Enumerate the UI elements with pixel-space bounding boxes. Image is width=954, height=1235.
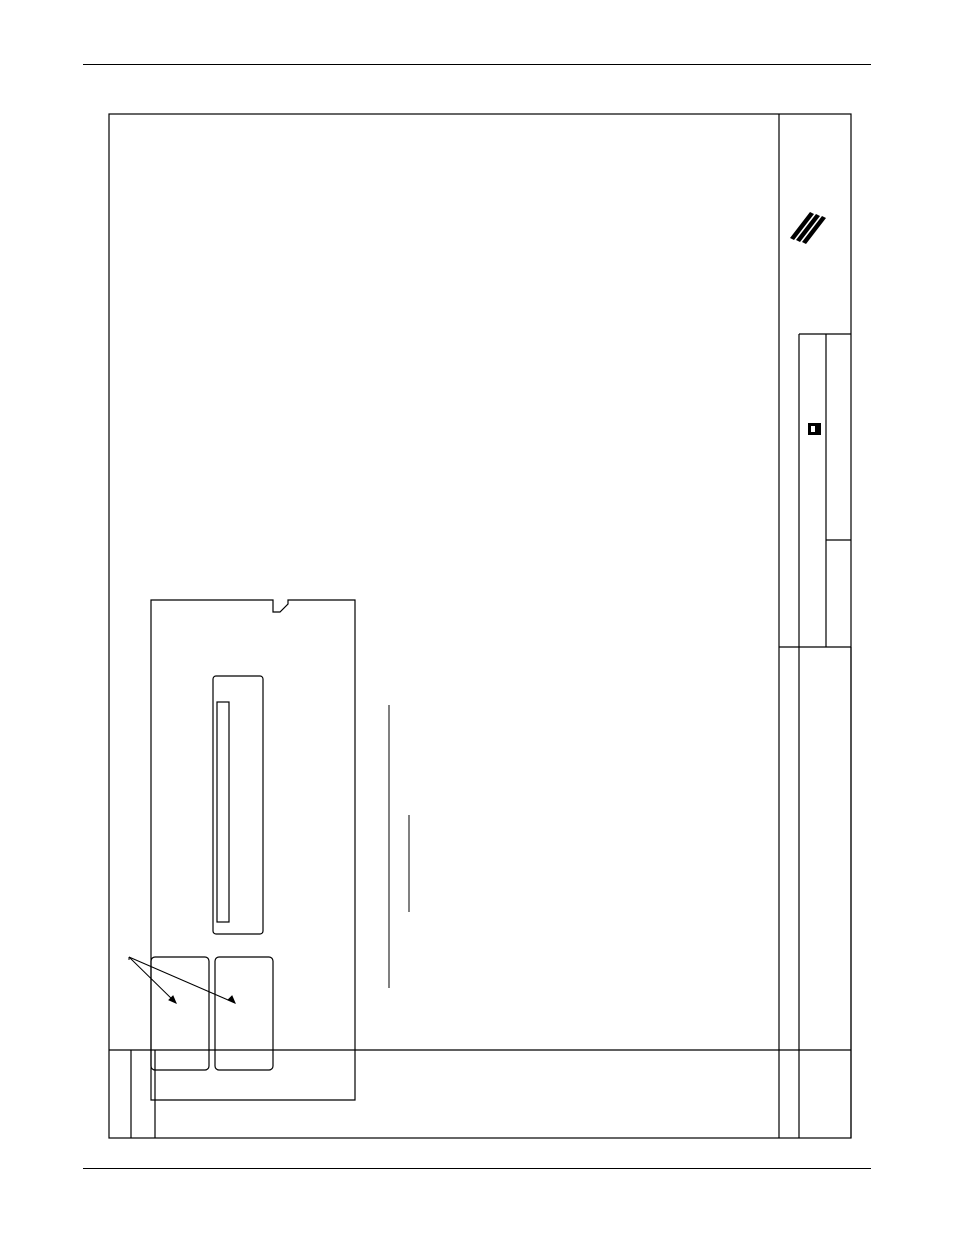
drawing-frame: [109, 114, 851, 1138]
liebert-logo: [808, 423, 821, 435]
j51-terminal-block: [213, 676, 263, 934]
emerson-mark-icon: [790, 212, 826, 244]
board-outline: [151, 600, 355, 1100]
emerson-logo: [790, 212, 826, 244]
terminal-number-strip: [217, 702, 229, 922]
callout-leaders: [129, 957, 235, 1003]
